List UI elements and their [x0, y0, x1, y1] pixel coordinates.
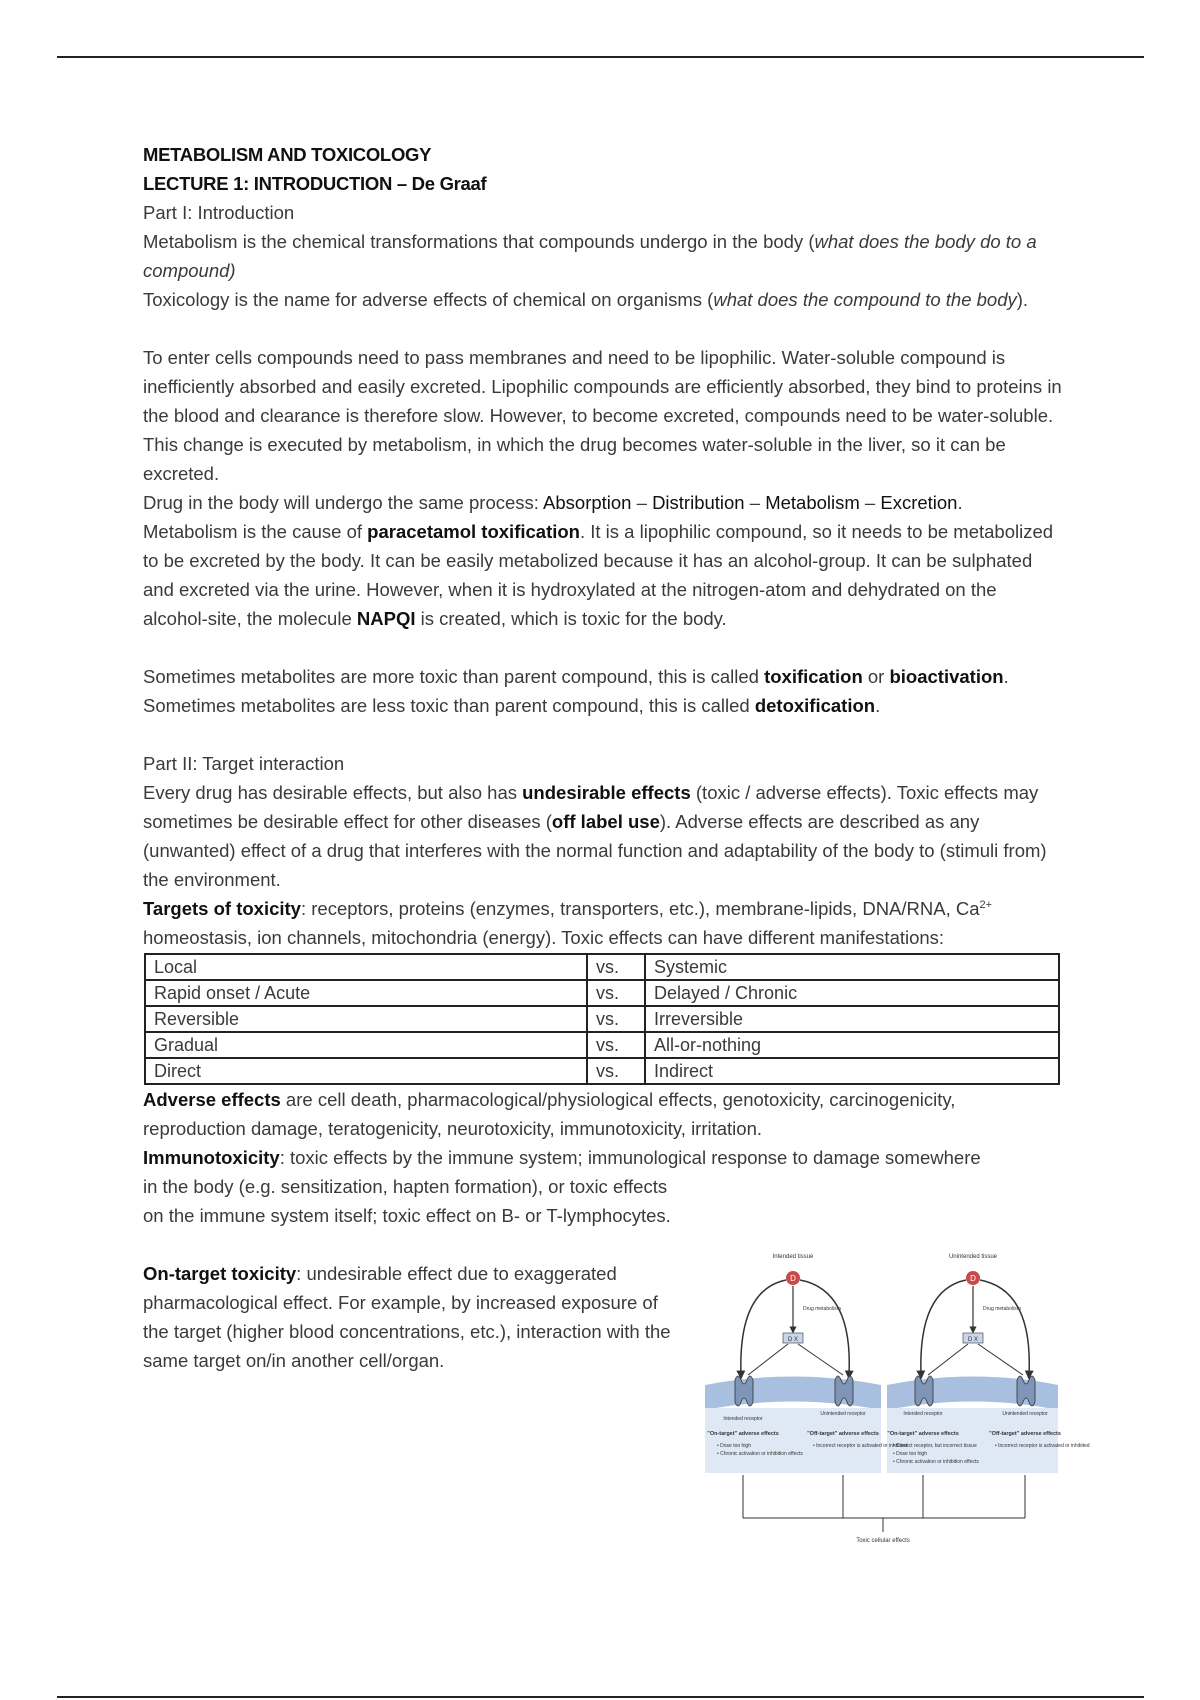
paragraph-on-target: On-target toxicity: undesirable effect due to exaggerated pharmacological effect. For example, by increased exposure of the target (higher blood concentrations, etc.), interaction with the same target on/in another cell/organ.	[143, 1263, 671, 1371]
svg-text:D X: D X	[787, 1337, 799, 1343]
manifestations-table	[144, 953, 1060, 1085]
svg-text:Unintended receptor: Unintended receptor	[820, 1411, 866, 1417]
paragraph-immunotoxicity: Immunotoxicity: toxic effects by the immune system; immunological response to damage somewhere	[143, 1147, 981, 1168]
svg-text:D: D	[790, 1274, 796, 1283]
bottom-rule	[57, 1696, 1144, 1698]
document-body	[143, 140, 1063, 1375]
svg-text:• Chronic activation or inhibi: • Chronic activation or inhibition effects	[893, 1459, 979, 1465]
svg-text:"On-target" adverse effects: "On-target" adverse effects	[887, 1431, 959, 1437]
membrane-left	[705, 1377, 881, 1411]
table-row: Direct vs. Indirect	[145, 1058, 1059, 1084]
drug-metabolism-label: Drug metabolism	[803, 1306, 841, 1312]
svg-text:• Incorrect receptor is activa: • Incorrect receptor is activated or inhibited	[813, 1443, 908, 1449]
svg-text:Intended receptor: Intended receptor	[903, 1411, 943, 1417]
svg-text:"Off-target" adverse effects: "Off-target" adverse effects	[807, 1431, 879, 1437]
paragraph-paracetamol: Metabolism is the cause of paracetamol toxification. It is a lipophilic compound, so it needs to be metabolized to be excreted by the body. It can be easily metabolized because it has an alcohol-group. It can be sulphated and excreted via the urine. However, when it is hydroxylated at the nitrogen-atom and dehydrated on the alcohol-site, the molecule NAPQI is created, which is toxic for the body.	[143, 521, 1054, 629]
paragraph-undesirable: Every drug has desirable effects, but also has undesirable effects (toxic / adverse effects). Toxic effects may sometimes be desirable effect for other diseases (off label use). Adverse effects are described as any (unwanted) effect of a drug that interferes with the normal function and adaptability of the body to (stimuli from) the environment.	[143, 782, 1047, 890]
lecture-heading: LECTURE 1: INTRODUCTION – De Graaf	[143, 173, 487, 194]
toxicology-definition: Toxicology is the name for adverse effects of chemical on organisms (what does the compound to the body).	[143, 289, 1029, 310]
paragraph-lipophilic: To enter cells compounds need to pass membranes and need to be lipophilic. Water-soluble compound is inefficiently absorbed and easily excreted. Lipophilic compounds are efficiently absorbed, they bind to proteins in the blood and clearance is therefore slow. However, to become excreted, compounds need to be water-soluble. This change is executed by metabolism, in which the drug becomes water-soluble in the liver, so it can be excreted.	[143, 347, 1062, 484]
part1-heading: Part I: Introduction	[143, 202, 295, 223]
table-row: Reversible vs. Irreversible	[145, 1006, 1059, 1032]
paragraph-adverse-effects: Adverse effects are cell death, pharmacological/physiological effects, genotoxicity, carcinogenicity, reproduction damage, teratogenicity, neurotoxicity, immunotoxicity, irritation.	[143, 1089, 956, 1139]
top-rule	[57, 56, 1144, 58]
svg-text:"On-target" adverse effects: "On-target" adverse effects	[707, 1431, 779, 1437]
paragraph-toxification: Sometimes metabolites are more toxic than parent compound, this is called toxification or bioactivation. Sometimes metabolites are less toxic than parent compound, this is called detoxification.	[143, 666, 1009, 716]
svg-text:Unintended receptor: Unintended receptor	[1002, 1411, 1048, 1417]
right-tissue-label: Unintended tissue	[948, 1254, 998, 1260]
table-row: Gradual vs. All-or-nothing	[145, 1032, 1059, 1058]
svg-text:• Chronic activation or inhibi: • Chronic activation or inhibition effects	[717, 1451, 803, 1457]
metabolism-definition: Metabolism is the chemical transformations that compounds undergo in the body (what does the body do to a compound)	[143, 231, 1037, 281]
table-row: Rapid onset / Acute vs. Delayed / Chronic	[145, 980, 1059, 1006]
paragraph-targets: Targets of toxicity: receptors, proteins (enzymes, transporters, etc.), membrane-lipids, DNA/RNA, $Ca^{2+}$ homeostasis, ion channels, mitochondria (energy). Toxic effects can have different manifestations:	[143, 898, 993, 948]
left-tissue-label: Intended tissue	[772, 1254, 814, 1260]
table-row: Local vs. Systemic	[145, 954, 1059, 980]
part2-heading: Part II: Target interaction	[143, 753, 345, 774]
svg-text:"Off-target" adverse effects: "Off-target" adverse effects	[989, 1431, 1061, 1437]
target-toxicity-figure	[703, 1250, 1090, 1555]
svg-text:Drug metabolism: Drug metabolism	[983, 1306, 1021, 1312]
svg-text:Intended receptor: Intended receptor	[723, 1416, 763, 1422]
document-title: METABOLISM AND TOXICOLOGY	[143, 144, 432, 165]
svg-text:D X: D X	[967, 1337, 979, 1343]
paragraph-immunotoxicity-cont: in the body (e.g. sensitization, hapten formation), or toxic effects on the immune system itself; toxic effect on B- or T-lymphocytes.	[143, 1176, 671, 1226]
toxic-cellular-effects-label: Toxic cellular effects	[856, 1538, 910, 1544]
svg-text:• Correct receptor, but incorr: • Correct receptor, but incorrect tissue	[893, 1443, 977, 1449]
svg-text:• Incorrect receptor is activa: • Incorrect receptor is activated or inhibited	[995, 1443, 1090, 1449]
paragraph-adme: Drug in the body will undergo the same process: Absorption – Distribution – Metabolism – Excretion.	[143, 492, 963, 513]
svg-text:• Dose too high: • Dose too high	[717, 1443, 751, 1449]
svg-text:D: D	[970, 1274, 976, 1283]
svg-text:• Dose too high: • Dose too high	[893, 1451, 927, 1457]
